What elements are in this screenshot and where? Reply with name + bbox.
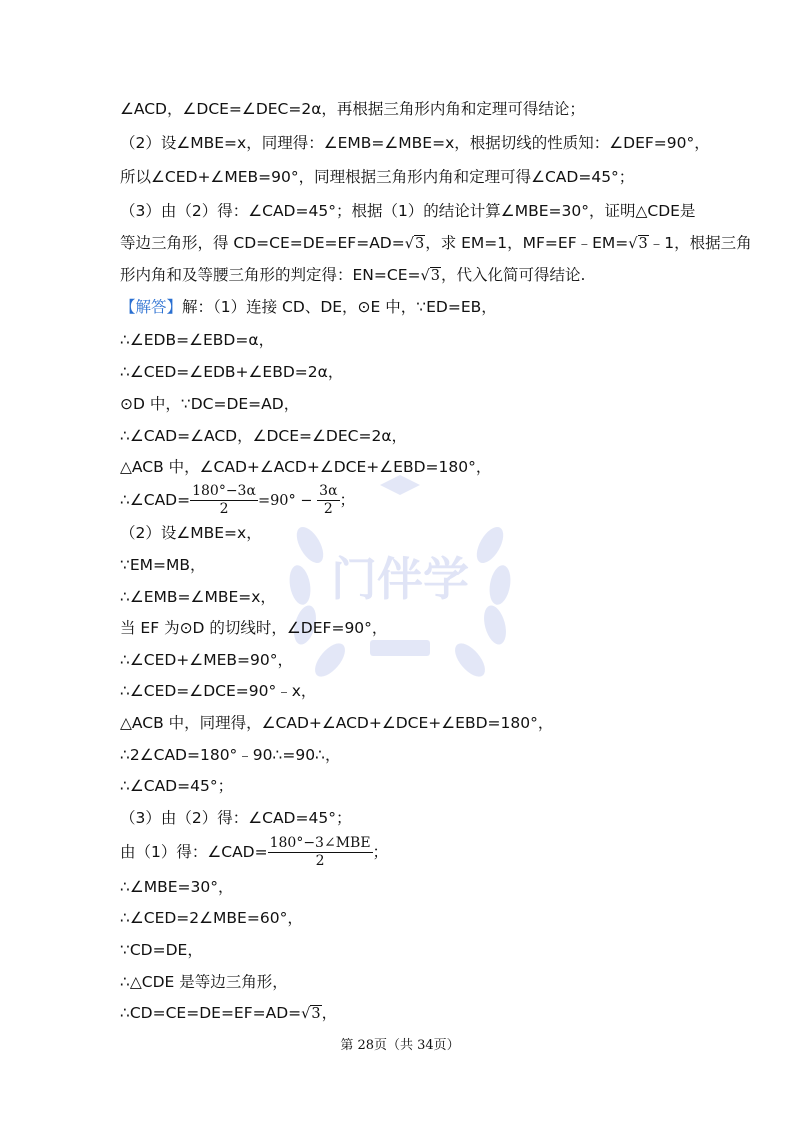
page-footer: 第 28页（共 34页）	[340, 1038, 460, 1053]
text-line-1: ∠ACD，∠DCE=∠DEC=2α，再根据三角形内角和定理可得结论；	[120, 100, 585, 118]
text-line-5-a: 等边三角形，得 CD=CE=DE=EF=AD=	[120, 234, 405, 252]
text-line-6-a: 形内角和及等腰三角形的判定得：EN=CE=	[120, 266, 421, 284]
sol1-line: △ACB 中，∠CAD+∠ACD+∠DCE+∠EBD=180°，	[120, 458, 492, 476]
watermark-text: 门伴学	[331, 552, 469, 606]
text-line-5-b: ，求 EM=1，MF=EF﹣EM=	[425, 234, 629, 252]
sqrt-3: √3	[420, 268, 440, 284]
answer-tag: 【解答】	[120, 298, 183, 316]
text-line-5	[120, 232, 752, 255]
text-line-4: （3）由（2）得：∠CAD=45°；根据（1）的结论计算∠MBE=30°，证明△CDE是	[120, 202, 696, 220]
text-line-6-b: ，代入化简可得结论.	[440, 266, 586, 284]
fraction: $\frac{\text{180°−3∠MBE}}{2}$	[269, 835, 371, 869]
sol3-line: ∴∠MBE=30°，	[120, 878, 234, 896]
last-line: ∴CD=CE=DE=EF=AD=√3，	[120, 1002, 720, 1025]
text-line-5-c: ﹣1，根据三角	[648, 234, 752, 252]
fraction: $\frac{180^\circ-3\alpha}{2}$	[192, 483, 256, 517]
sol2-line: ∴∠CAD=45°；	[120, 777, 234, 795]
sol1-line: ∴∠EDB=∠EBD=α，	[120, 331, 275, 349]
sol2-line: （3）由（2）得：∠CAD=45°；	[120, 809, 352, 827]
answer-line	[120, 296, 720, 318]
sol2-line: ∴2∠CAD=180°﹣90∴=90∴，	[120, 746, 341, 764]
sol2-line: ∴∠CED=∠DCE=90°﹣x，	[120, 682, 317, 700]
sqrt-3: √3	[404, 236, 425, 252]
sqrt-3: √3	[301, 1006, 321, 1022]
sol1-line: ∴∠CED=∠EDB+∠EBD=2α，	[120, 363, 344, 381]
sol3-line: ∴△CDE 是等边三角形，	[120, 973, 288, 991]
sol2-line: ∴∠EMB=∠MBE=x，	[120, 588, 276, 606]
sol3-line: ∴∠CED=2∠MBE=60°，	[120, 909, 303, 927]
sol1-line: ⊙D 中，∵DC=DE=AD，	[120, 395, 300, 413]
sqrt-3: √3	[628, 236, 648, 252]
fraction: $\frac{3\alpha}{2}$	[319, 483, 338, 517]
text-line-2: （2）设∠MBE=x，同理得：∠EMB=∠MBE=x，根据切线的性质知：∠DEF=90°，	[120, 134, 710, 152]
sol2-line: 当 EF 为⊙D 的切线时，∠DEF=90°，	[120, 619, 388, 637]
text-line-6	[120, 264, 720, 287]
sol1-line: ∴∠CAD=∠ACD，∠DCE=∠DEC=2α，	[120, 427, 408, 445]
sol2-line: ∵EM=MB，	[120, 556, 206, 574]
sol3-line: ∵CD=DE，	[120, 941, 203, 959]
sol2-line: ∴∠CED+∠MEB=90°，	[120, 651, 293, 669]
sol2-line: △ACB 中，同理得，∠CAD+∠ACD+∠DCE+∠EBD=180°，	[120, 714, 554, 732]
text-line-3: 所以∠CED+∠MEB=90°，同理根据三角形内角和定理可得∠CAD=45°；	[120, 168, 635, 186]
answer-first: 解：（1）连接 CD、DE，⊙E 中，∵ED=EB，	[182, 298, 497, 316]
fraction-line-1: ∴∠CAD= $\frac{180^\circ-3\alpha}{2}$ =90° − $\frac{3\alpha}{2}$ ；	[120, 483, 356, 517]
sol2-line: （2）设∠MBE=x，	[120, 524, 262, 542]
fraction-line-2: 由（1）得：∠CAD= $\frac{\text{180°−3∠MBE}}{2}$ ；	[120, 835, 389, 869]
